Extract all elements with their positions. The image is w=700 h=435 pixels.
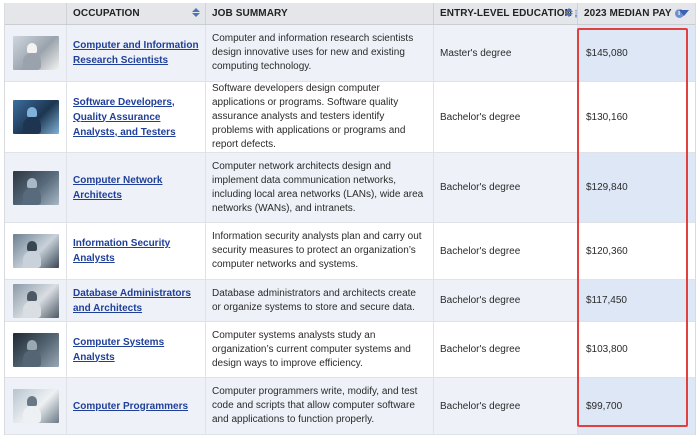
occupation-thumbnail-cell (5, 82, 67, 152)
education-header-label: ENTRY-LEVEL EDUCATION (440, 8, 572, 19)
median-pay-cell (578, 223, 695, 279)
job-summary-cell (206, 280, 434, 321)
table-row (5, 25, 695, 82)
job-summary-text: Computer and information research scientists design innovative uses for new and existing computing technology. (212, 33, 414, 72)
median-pay-text: $120,360 (586, 245, 628, 257)
occupation-photo[interactable] (13, 389, 59, 423)
education-cell (434, 280, 578, 321)
occupation-thumbnail-cell (5, 25, 67, 81)
table-header (5, 3, 695, 25)
sort-arrows-icon[interactable] (565, 8, 573, 17)
table-body (5, 25, 695, 435)
occupation-photo[interactable] (13, 100, 59, 134)
education-text: Bachelor's degree (440, 400, 521, 412)
median-pay-cell (578, 153, 695, 222)
job-summary-cell (206, 153, 434, 222)
education-cell (434, 322, 578, 377)
info-icon[interactable]: i (675, 9, 684, 18)
occupation-link[interactable]: Computer and Information Research Scientists (73, 40, 199, 66)
median-pay-text: $145,080 (586, 47, 628, 59)
occupation-link[interactable]: Computer Systems Analysts (73, 336, 165, 363)
occupation-thumbnail-cell (5, 280, 67, 321)
table-row (5, 153, 695, 223)
job-summary-text: Software developers design computer applications or programs. Software quality assurance analysts and testers identify problems with applications or programs and report defects. (212, 83, 406, 150)
occupation-link[interactable]: Information Security Analysts (73, 238, 171, 264)
occupation-link[interactable]: Computer Programmers (73, 400, 189, 412)
occupation-cell (67, 378, 206, 434)
median-pay-cell (578, 25, 695, 81)
occupation-cell (67, 25, 206, 81)
table-row (5, 322, 695, 378)
occupation-cell (67, 153, 206, 222)
occupation-cell (67, 223, 206, 279)
median-pay-cell (578, 378, 695, 434)
chevron-down-icon[interactable] (679, 10, 689, 16)
pay-column-header[interactable] (578, 3, 695, 24)
job-summary-text: Computer programmers write, modify, and test code and scripts that allow computer software and applications to function properly. (212, 386, 418, 425)
occupation-thumbnail-cell (5, 322, 67, 377)
education-text: Master's degree (440, 47, 512, 59)
education-column-header[interactable] (434, 3, 578, 24)
info-icon[interactable]: i (574, 10, 577, 17)
median-pay-cell (578, 280, 695, 321)
job-summary-cell (206, 223, 434, 279)
occupation-photo[interactable] (13, 171, 59, 205)
occupation-cell (67, 82, 206, 152)
occupation-thumbnail-cell (5, 153, 67, 222)
occupation-photo[interactable] (13, 36, 59, 70)
education-cell (434, 82, 578, 152)
median-pay-cell (578, 82, 695, 152)
occupation-thumbnail-cell (5, 223, 67, 279)
table-row (5, 223, 695, 280)
job-summary-column-header (206, 3, 434, 24)
occupation-header-label: OCCUPATION (73, 8, 140, 19)
occupation-link[interactable]: Computer Network Architects (73, 174, 163, 201)
median-pay-text: $99,700 (586, 400, 623, 412)
education-cell (434, 378, 578, 434)
table-row (5, 82, 695, 153)
occupation-photo[interactable] (13, 234, 59, 268)
job-summary-cell (206, 322, 434, 377)
education-text: Bachelor's degree (440, 295, 521, 306)
education-text: Bachelor's degree (440, 111, 521, 123)
education-text: Bachelor's degree (440, 182, 521, 193)
median-pay-text: $117,450 (586, 295, 627, 306)
sort-arrows-icon[interactable] (192, 8, 200, 17)
job-summary-text: Computer network architects design and implement data communication networks, including local area networks (LANs), wide area networks (WANs), and intranets. (212, 160, 424, 214)
occupation-link[interactable]: Database Administrators and Architects (73, 287, 191, 314)
occupation-photo[interactable] (13, 333, 59, 367)
occupation-cell (67, 280, 206, 321)
education-cell (434, 25, 578, 81)
education-cell (434, 223, 578, 279)
job-summary-cell (206, 378, 434, 434)
median-pay-text: $103,800 (586, 344, 628, 355)
job-summary-cell (206, 25, 434, 81)
education-text: Bachelor's degree (440, 344, 521, 355)
occupation-column-header[interactable] (67, 3, 206, 24)
occupation-table (4, 3, 696, 435)
occupation-link[interactable]: Software Developers, Quality Assurance Analysts, and Testers (73, 96, 176, 138)
table-row (5, 280, 695, 322)
occupation-photo[interactable] (13, 284, 59, 318)
education-cell (434, 153, 578, 222)
median-pay-cell (578, 322, 695, 377)
job-summary-text: Computer systems analysts study an organization’s current computer systems and design ways to improve efficiency. (212, 329, 411, 369)
job-summary-text: Database administrators and architects create or organize systems to store and secure data. (212, 287, 416, 313)
job-summary-header-label: JOB SUMMARY (212, 8, 288, 19)
pay-header-label: 2023 MEDIAN PAY (584, 8, 672, 19)
job-summary-cell (206, 82, 434, 152)
education-text: Bachelor's degree (440, 245, 521, 257)
table-row (5, 378, 695, 435)
image-column-header (5, 3, 67, 24)
occupation-thumbnail-cell (5, 378, 67, 434)
occupation-cell (67, 322, 206, 377)
job-summary-text: Information security analysts plan and carry out security measures to protect an organization’s computer networks and systems. (212, 231, 422, 270)
median-pay-text: $129,840 (586, 182, 628, 193)
median-pay-text: $130,160 (586, 111, 628, 123)
